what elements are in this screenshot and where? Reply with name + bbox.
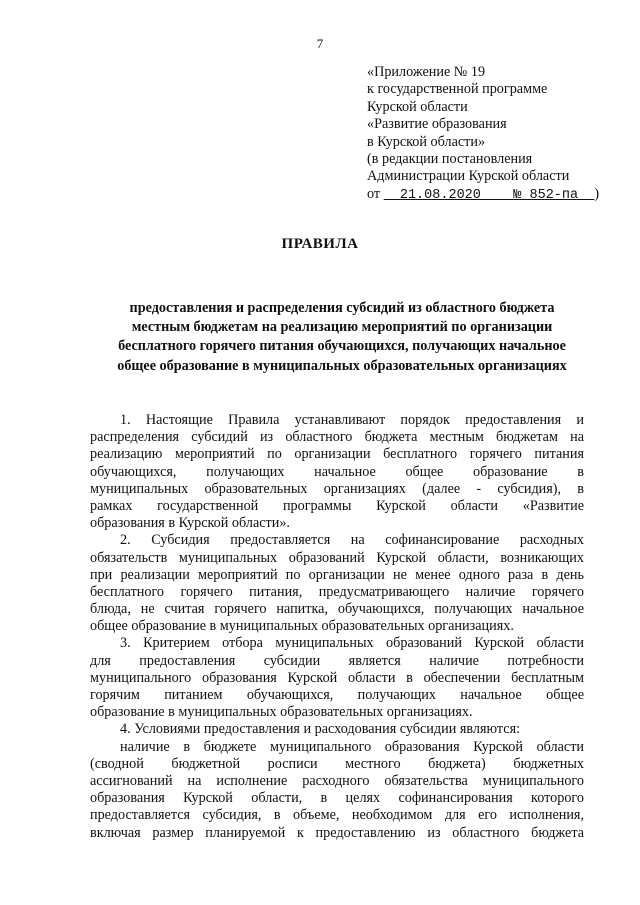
body-line: при реализации мероприятий по организации не менее одного раза в день <box>90 566 584 583</box>
body-line: предоставляется субсидия, в объеме, необходимом для его исполнения, <box>90 807 584 824</box>
appendix-line: Курской области <box>367 98 468 115</box>
document-title: ПРАВИЛА <box>281 236 359 252</box>
body-line: муниципального образования Курской области в обеспечении бесплатным <box>90 669 584 686</box>
body-line: 2. Субсидия предоставляется на софинансирование расходных <box>120 532 584 549</box>
body-line: бесплатного горячего питания, предусматривающего наличие горячего <box>90 583 584 600</box>
body-line: горячим питанием обучающихся, получающих начальное общее <box>90 687 584 703</box>
body-line: распределения субсидий из областного бюджета местным бюджетам на <box>90 429 584 446</box>
appendix-line: (в редакции постановления <box>367 151 533 168</box>
from-label: от <box>367 185 381 202</box>
body-line: 3. Критерием отбора муниципальных образований Курской области <box>120 635 584 652</box>
body-line: образования Курской области, в целях софинансирования которого <box>90 790 584 807</box>
document-subtitle <box>92 299 592 376</box>
decree-number: 852-па <box>529 187 579 203</box>
appendix-block <box>367 64 627 204</box>
body-line: обязательств муниципальных образований Курской области, возникающих <box>90 549 584 566</box>
body-line: включая размер планируемой к предоставлению из областного бюджета <box>90 824 584 841</box>
appendix-line: «Развитие образования <box>367 116 507 133</box>
body-line: (сводной бюджетной росписи местного бюджета) бюджетных <box>90 755 584 772</box>
body-line: муниципальных образовательных организациях (далее - субсидия), в <box>90 480 584 497</box>
page-number: 7 <box>316 36 324 51</box>
appendix-line: в Курской области» <box>367 133 486 150</box>
subtitle-line: предоставления и распределения субсидий из областного бюджета <box>129 300 555 316</box>
subtitle-line: общее образование в муниципальных образовательных организациях <box>117 357 567 374</box>
body-line: 1. Настоящие Правила устанавливают порядок предоставления и <box>120 412 584 428</box>
decree-date: 21.08.2020 <box>399 187 481 203</box>
appendix-line: Администрации Курской области <box>367 168 570 185</box>
body-line: реализацию мероприятий по организации бесплатного горячего питания <box>90 446 584 463</box>
body-line: блюда, не считая горячего напитка, обучающихся, получающих начальное <box>90 601 584 618</box>
appendix-line: «Приложение № 19 <box>367 64 486 80</box>
body-line: общее образование в муниципальных образовательных организациях. <box>90 618 514 635</box>
body-line: наличие в бюджете муниципального образования Курской области <box>120 738 584 755</box>
body-line: обучающихся, получающих начальное общее образование в <box>90 463 584 480</box>
appendix-line: к государственной программе <box>367 81 548 98</box>
document-body <box>90 412 584 842</box>
body-line: 4. Условиями предоставления и расходования субсидии являются: <box>120 721 521 738</box>
body-line: образование в муниципальных образовательных организациях. <box>90 704 473 721</box>
decree-number-label: № <box>513 187 522 203</box>
body-line: для предоставления субсидии является наличие потребности <box>90 652 584 669</box>
closing-paren: ) <box>594 185 600 202</box>
subtitle-line: бесплатного горячего питания обучающихся, получающих начальное <box>118 338 566 355</box>
body-line: ассигнований на исполнение расходного обязательства муниципального <box>90 772 584 789</box>
body-line: образования в Курской области». <box>90 515 290 532</box>
subtitle-line: местным бюджетам на реализацию мероприятий по организации <box>131 319 553 336</box>
body-line: рамках государственной программы Курской области «Развитие <box>90 497 584 514</box>
appendix-date-line <box>367 186 627 204</box>
